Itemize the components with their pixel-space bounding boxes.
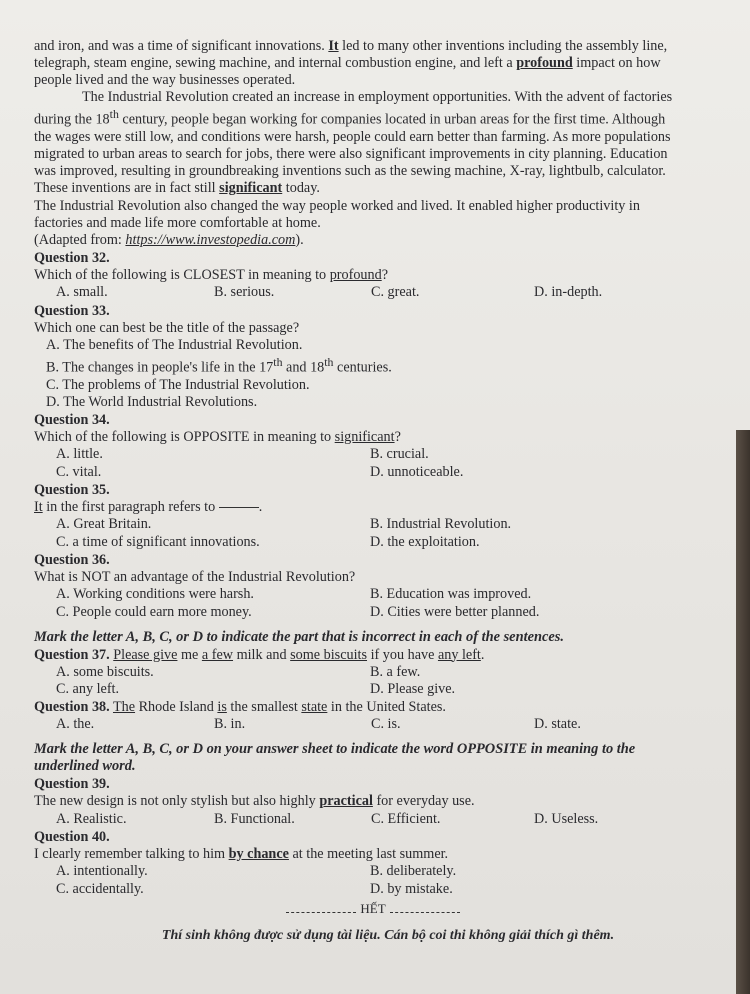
option-d[interactable]: D. the exploitation. [370, 533, 480, 550]
option-d[interactable]: D. Please give. [370, 681, 456, 698]
option-b[interactable]: B. serious. [214, 284, 275, 301]
option-a[interactable]: A. Great Britain. [56, 516, 152, 533]
option-c[interactable]: C. vital. [56, 463, 102, 480]
option-d[interactable]: D. Cities were better planned. [370, 603, 540, 620]
option-a[interactable]: A. Realistic. [56, 810, 127, 827]
passage-line: during the 18th century, people began working for companies located in urban areas for the first time. Although [34, 107, 666, 129]
option-c[interactable]: C. People could earn more money. [56, 603, 252, 620]
option-d[interactable]: D. The World Industrial Revolutions. [46, 393, 258, 410]
passage-line: telegraph, steam engine, sewing machine, and internal combustion engine, and left a profound impact on how [34, 55, 661, 72]
question-34-options-cd [34, 464, 712, 482]
question-40-options-cd [34, 881, 712, 899]
question-36-label: Question 36. [34, 552, 110, 569]
option-d[interactable]: D. state. [534, 715, 581, 732]
question-34-label: Question 34. [34, 411, 110, 428]
passage-line: the wages were still low, and conditions were harsh, people could earn better than farming. As more populations [34, 129, 671, 146]
question-39-options [34, 811, 712, 829]
option-c[interactable]: C. is. [371, 715, 401, 732]
option-b[interactable]: B. Industrial Revolution. [370, 516, 512, 533]
option-a[interactable]: A. Working conditions were harsh. [56, 586, 254, 603]
option-d[interactable]: D. unnoticeable. [370, 463, 464, 480]
instruction-opposite: Mark the letter A, B, C, or D on your answer sheet to indicate the word OPPOSITE in meaning to the [34, 741, 636, 758]
question-36-options-ab [34, 586, 712, 604]
passage-line: These inventions are in fact still significant today. [34, 180, 320, 197]
source-line: (Adapted from: https://www.investopedia.com). [34, 231, 304, 248]
passage-line: The Industrial Revolution also changed the way people worked and lived. It enabled higher productivity in [34, 197, 640, 214]
question-34-options-ab [34, 446, 712, 464]
option-d[interactable]: D. in-depth. [534, 284, 603, 301]
option-c[interactable]: C. Efficient. [371, 810, 441, 827]
question-35-options-ab [34, 516, 712, 534]
passage-line: migrated to urban areas to search for jobs, there were also significant improvements in city planning. Education [34, 146, 668, 163]
option-c[interactable]: C. great. [371, 284, 420, 301]
option-c[interactable]: C. a time of significant innovations. [56, 533, 260, 550]
option-a[interactable]: A. small. [56, 284, 108, 301]
option-a[interactable]: A. some biscuits. [56, 663, 154, 680]
question-39-stem: The new design is not only stylish but also highly practical for everyday use. [34, 793, 475, 810]
question-40-label: Question 40. [34, 829, 110, 846]
exam-footer-note: Thí sinh không được sử dụng tài liệu. Cán bộ coi thi không giải thích gì thêm. [161, 928, 615, 944]
answer-blank [219, 507, 259, 508]
option-b[interactable]: B. The changes in people's life in the 17th and 18th centuries. [46, 354, 392, 376]
question-36-options-cd [34, 604, 712, 622]
passage-line: and iron, and was a time of significant innovations. It led to many other inventions including the assembly line, [34, 38, 668, 54]
question-36-stem: What is NOT an advantage of the Industrial Revolution? [34, 569, 356, 586]
passage-line: The Industrial Revolution created an increase in employment opportunities. With the advent of factories [82, 89, 673, 106]
option-a[interactable]: A. the. [56, 715, 95, 732]
option-a[interactable]: A. intentionally. [56, 863, 148, 880]
option-d[interactable]: D. by mistake. [370, 880, 453, 897]
question-37-stem: Question 37. Please give me a few milk and some biscuits if you have any left. [34, 646, 485, 663]
question-34-stem: Which of the following is OPPOSITE in meaning to significant? [34, 428, 401, 445]
option-b[interactable]: B. Functional. [214, 810, 295, 827]
source-link: https://www.investopedia.com [125, 231, 296, 248]
passage-line: was improved, resulting in groundbreaking inventions such as the sewing machine, X-ray, lightbulb, calculator. [34, 163, 666, 180]
option-a[interactable]: A. little. [56, 446, 103, 463]
question-35-options-cd [34, 534, 712, 552]
question-37-options-ab [34, 664, 712, 682]
exam-content [34, 38, 712, 944]
question-35-stem: It in the first paragraph refers to . [34, 499, 263, 516]
passage-line: factories and made life more comfortable at home. [34, 214, 321, 231]
question-38-options [34, 716, 712, 734]
question-33-stem: Which one can best be the title of the passage? [34, 319, 300, 336]
instruction-error-identification: Mark the letter A, B, C, or D to indicate the part that is incorrect in each of the sentences. [34, 629, 564, 646]
question-39-label: Question 39. [34, 776, 110, 793]
underlined-it: It [328, 38, 339, 54]
question-38-stem: Question 38. The Rhode Island is the smallest state in the United States. [34, 698, 446, 715]
option-d[interactable]: D. Useless. [534, 810, 599, 827]
option-b[interactable]: B. in. [214, 715, 246, 732]
question-40-options-ab [34, 863, 712, 881]
option-b[interactable]: B. a few. [370, 663, 421, 680]
instruction-opposite-cont: underlined word. [34, 758, 136, 775]
question-32-options [34, 284, 712, 302]
option-c[interactable]: C. any left. [56, 681, 120, 698]
question-40-stem: I clearly remember talking to him by chance at the meeting last summer. [34, 846, 449, 863]
question-35-label: Question 35. [34, 482, 110, 499]
table-edge [736, 430, 750, 994]
underlined-significant: significant [219, 180, 283, 197]
option-b[interactable]: B. deliberately. [370, 863, 457, 880]
option-b[interactable]: B. Education was improved. [370, 586, 532, 603]
underlined-profound: profound [516, 55, 573, 72]
option-c[interactable]: C. The problems of The Industrial Revolution. [46, 376, 310, 393]
question-37-options-cd [34, 681, 712, 699]
question-32-stem: Which of the following is CLOSEST in meaning to profound? [34, 266, 389, 283]
option-b[interactable]: B. crucial. [370, 446, 429, 463]
option-a[interactable]: A. The benefits of The Industrial Revolution. [46, 336, 303, 353]
question-33-label: Question 33. [34, 302, 110, 319]
option-c[interactable]: C. accidentally. [56, 880, 144, 897]
end-marker: HẾT [34, 900, 712, 917]
question-32-label: Question 32. [34, 249, 110, 266]
passage-line: people lived and the way businesses operated. [34, 72, 296, 89]
